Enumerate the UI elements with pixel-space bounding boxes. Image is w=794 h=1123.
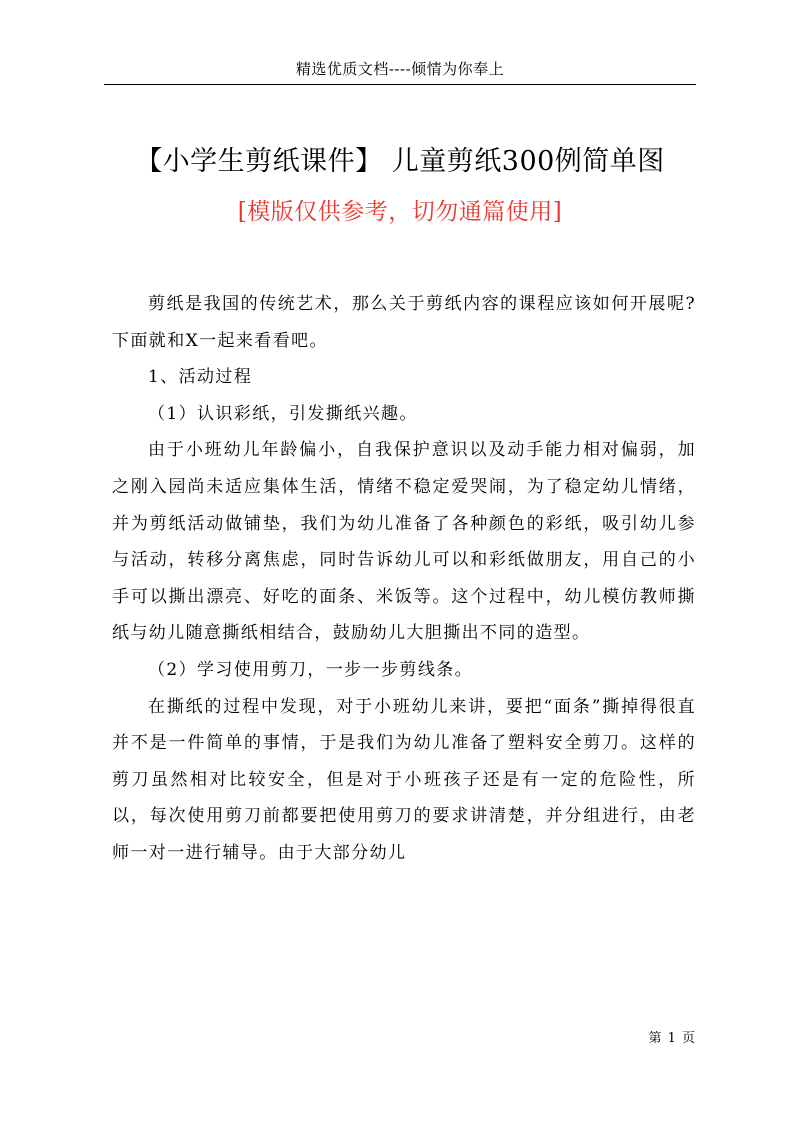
paragraph-intro: 剪纸是我国的传统艺术，那么关于剪纸内容的课程应该如何开展呢?下面就和X一起来看看吧。	[112, 294, 696, 351]
document-title: 【小学生剪纸课件】 儿童剪纸300例简单图	[135, 146, 665, 177]
subsection-heading-2: （2）学习使用剪刀，一步一步剪线条。	[148, 659, 474, 680]
page-header: 精选优质文档----倾情为你奉上	[295, 60, 505, 78]
subsection-heading-1: （1）认识彩纸，引发撕纸兴趣。	[148, 403, 418, 424]
document-body	[112, 286, 696, 872]
section-heading-activity-process: 1、活动过程	[148, 367, 253, 388]
document-subtitle: [模版仅供参考，切勿通篇使用]	[237, 199, 563, 225]
header-divider	[104, 84, 696, 85]
paragraph-scissors: 在撕纸的过程中发现，对于小班幼儿来讲，要把“面条”撕掉得很直并不是一件简单的事情，于是我们为幼儿准备了塑料安全剪刀。这样的剪刀虽然相对比较安全，但是对于小班孩子还是有一定的危险性，所以，每次使用剪刀前都要把使用剪刀的要求讲清楚，并分组进行，由老师一对一进行辅导。由于大部分幼儿	[112, 696, 696, 863]
page-number: 第 1 页	[648, 1031, 696, 1046]
paragraph-tearing-paper: 由于小班幼儿年龄偏小，自我保护意识以及动手能力相对偏弱，加之刚入园尚未适应集体生活，情绪不稳定爱哭闹，为了稳定幼儿情绪，并为剪纸活动做铺垫，我们为幼儿准备了各种颜色的彩纸，吸引幼儿参与活动，转移分离焦虑，同时告诉幼儿可以和彩纸做朋友，用自己的小手可以撕出漂亮、好吃的面条、米饭等。这个过程中，幼儿模仿教师撕纸与幼儿随意撕纸相结合，鼓励幼儿大胆撕出不同的造型。	[112, 440, 696, 644]
